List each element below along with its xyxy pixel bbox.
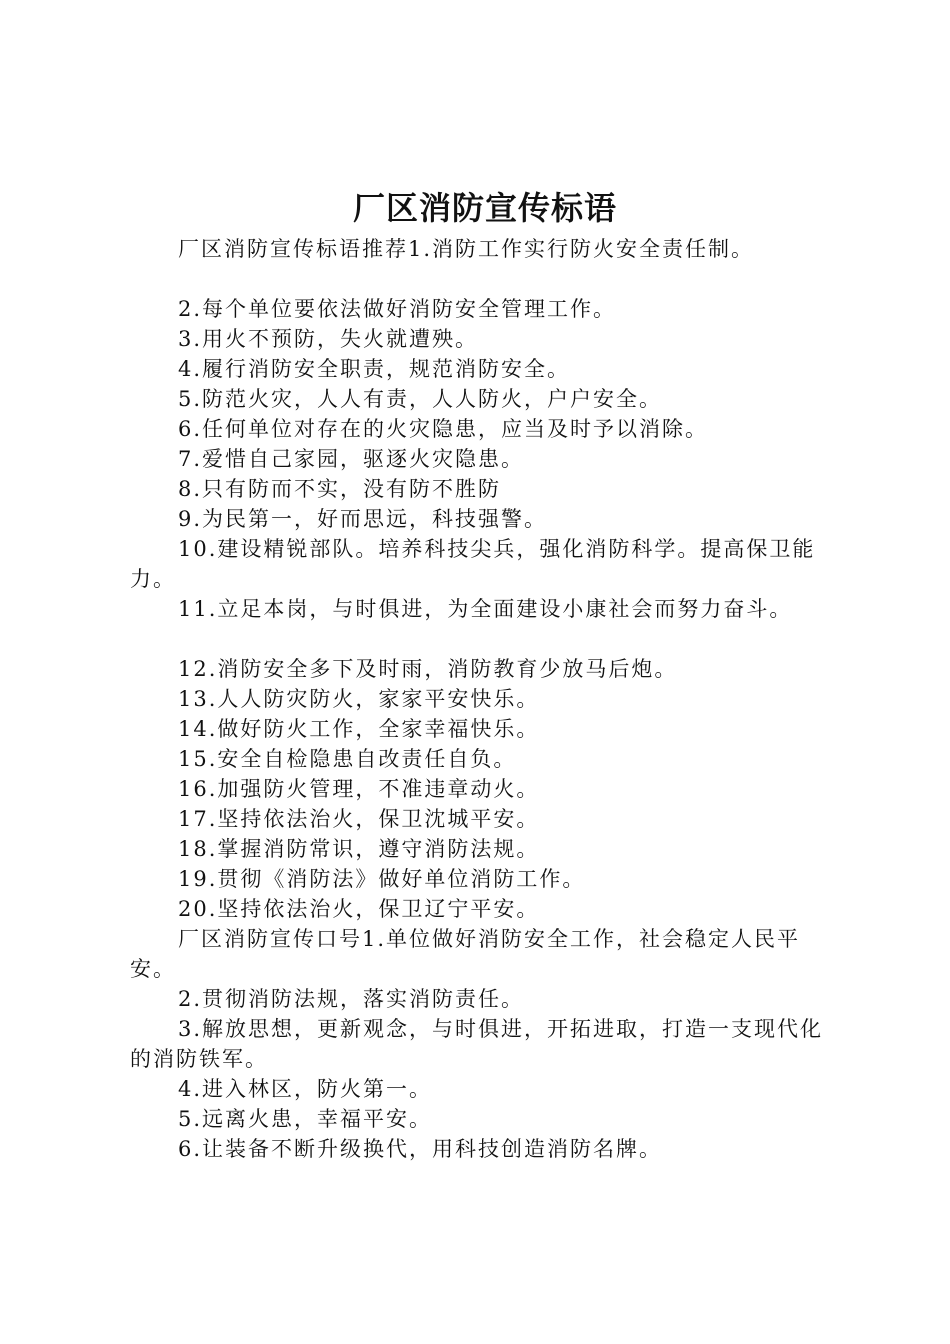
paragraph: 4.进入林区，防火第一。 [178, 1077, 433, 1101]
paragraph: 5.防范火灾，人人有责，人人防火，户户安全。 [178, 387, 663, 411]
document-page [130, 186, 840, 1164]
paragraph: 厂区消防宣传口号1.单位做好消防安全工作，社会稳定人民平安。 [130, 927, 801, 981]
paragraph: 17.坚持依法治火，保卫沈城平安。 [178, 807, 540, 831]
paragraph: 14.做好防火工作，全家幸福快乐。 [178, 717, 540, 741]
paragraph: 19.贯彻《消防法》做好单位消防工作。 [178, 867, 586, 891]
paragraph: 6.任何单位对存在的火灾隐患，应当及时予以消除。 [178, 417, 709, 441]
paragraph: 3.解放思想，更新观念，与时俱进，开拓进取，打造一支现代化的消防铁军。 [130, 1017, 824, 1071]
paragraph: 厂区消防宣传标语推荐1.消防工作实行防火安全责任制。 [178, 237, 755, 261]
paragraph: 16.加强防火管理，不准违章动火。 [178, 777, 540, 801]
paragraph: 11.立足本岗，与时俱进，为全面建设小康社会而努力奋斗。 [178, 597, 793, 621]
paragraph: 20.坚持依法治火，保卫辽宁平安。 [178, 897, 540, 921]
paragraph: 18.掌握消防常识，遵守消防法规。 [178, 837, 540, 861]
document-title: 厂区消防宣传标语 [352, 189, 617, 227]
paragraph: 4.履行消防安全职责，规范消防安全。 [178, 357, 571, 381]
paragraph: 12.消防安全多下及时雨，消防教育少放马后炮。 [178, 657, 678, 681]
paragraph: 5.远离火患，幸福平安。 [178, 1107, 433, 1131]
paragraph: 3.用火不预防，失火就遭殃。 [178, 327, 479, 351]
paragraph: 13.人人防灾防火，家家平安快乐。 [178, 687, 540, 711]
paragraph: 9.为民第一，好而思远，科技强警。 [178, 507, 548, 531]
paragraph: 10.建设精锐部队。培养科技尖兵，强化消防科学。提高保卫能力。 [130, 537, 816, 591]
paragraph: 2.每个单位要依法做好消防安全管理工作。 [178, 297, 617, 321]
paragraph: 7.爱惜自己家园，驱逐火灾隐患。 [178, 447, 525, 471]
paragraph: 8.只有防而不实，没有防不胜防 [178, 477, 502, 501]
paragraph: 2.贯彻消防法规，落实消防责任。 [178, 987, 525, 1011]
paragraph: 15.安全自检隐患自改责任自负。 [178, 747, 517, 771]
paragraph: 6.让装备不断升级换代，用科技创造消防名牌。 [178, 1137, 663, 1161]
